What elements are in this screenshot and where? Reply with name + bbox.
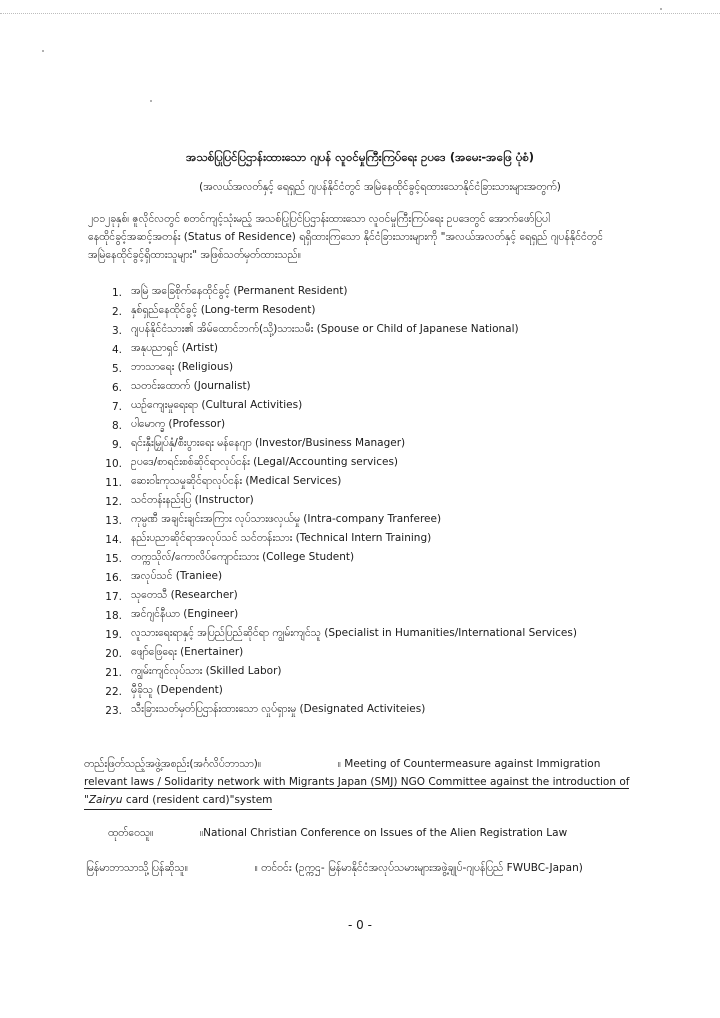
list-item-text: ကျွမ်းကျင်လုပ်သား (Skilled Labor) [131,665,282,677]
list-item-text: သင်တန်းနည်းပြ (Instructor) [131,494,254,506]
list-item [100,359,660,378]
list-item-text: အင်ဂျင်နီယာ (Engineer) [131,608,239,620]
editor-name-line2: relevant laws / Solidarity network with Migrants Japan (SMJ) NGO Committee against the introduction of [84,776,630,788]
list-item-number: 16. [105,571,122,584]
editor-name-line1: ။ Meeting of Countermeasure against Immigration [337,758,601,770]
list-item-text: ဂျပန်နိုင်ငံသား၏ အိမ်ထောင်ဘက်(သို့)သားသမီး (Spouse or Child of Japanese National) [131,323,519,335]
document-subtitle: (အလယ်အလတ်နှင့် ရေရှည် ဂျပန်နိုင်ငံတွင် အမြဲနေထိုင်ခွင့်ရထားသောနိုင်ငံခြားသားများအတွက်) [199,181,561,193]
list-item-text: သတင်းထောက် (Journalist) [131,380,251,392]
publisher-value: ။National Christian Conference on Issues of the Alien Registration Law [200,827,568,839]
list-item [100,397,660,416]
scan-speck [150,100,152,102]
publisher-label: ထုတ်ဝေသူ။ [108,827,154,839]
page-number: - 0 - [348,918,372,932]
list-item-text: ဆေးဝါးကုသမှုဆိုင်ရာလုပ်ငန်း (Medical Services) [131,475,342,487]
list-item-number: 3. [111,324,122,337]
publisher-row [108,827,567,842]
list-item-text: ရင်းနှီးမြှုပ်နှံ/စီးပွားရေး မန်နေဂျာ (Investor/Business Manager) [131,437,406,449]
translator-label: မြန်မာဘာသာသို့ပြန်ဆိုသူ။ [86,862,188,874]
list-item-number: 12. [105,495,122,508]
list-item-number: 15. [105,552,122,565]
list-item [100,454,660,473]
list-item [100,340,660,359]
list-item [100,663,660,682]
list-item-text: အမြဲ အခြေစိုက်နေထိုင်ခွင့် (Permanent Resident) [131,285,348,297]
translator-value: ။ တင်ဝင်း (ဥက္ကဌ- မြန်မာနိုင်ငံအလုပ်သမားများအဖွဲ့ချုပ်-ဂျပန်ပြည် FWUBC-Japan) [254,862,583,874]
list-item [100,682,660,701]
intro-line: ၂၀၁၂ခုနှစ်၊ ဇူလိုင်လတွင် စတင်ကျင့်သုံးမည့် အသစ်ပြုပြင်ပြဌာန်းထားသော လူဝင်မှုကြီးကြပ်ရေး ဥပဒေတွင် အောက်ဖော်ပြပါ [88,213,550,225]
list-item-number: 23. [105,704,122,717]
list-item-number: 6. [111,381,122,394]
list-item-number: 20. [105,647,122,660]
list-item [100,530,660,549]
editor-label: တည်းဖြတ်သည့်အဖွဲ့အစည်း(အင်္ဂလိပ်ဘာသာ)။ [84,758,262,770]
list-item-text: မှီခိုသူ (Dependent) [131,684,223,696]
list-item-number: 5. [111,362,122,375]
list-item [100,378,660,397]
list-item-number: 1. [111,286,122,299]
list-item [100,701,660,720]
editor-credit [84,755,644,810]
list-item [100,511,660,530]
list-item-number: 13. [105,514,122,527]
list-item-number: 7. [111,400,122,413]
list-item-number: 9. [111,438,122,451]
list-item-number: 19. [105,628,122,641]
list-item-number: 22. [105,685,122,698]
list-item-number: 14. [105,533,122,546]
list-item [100,644,660,663]
list-item [100,435,660,454]
list-item-text: အနုပညာရှင် (Artist) [131,342,219,354]
status-of-residence-list [100,283,660,720]
intro-line: အမြဲနေထိုင်ခွင့်ရှိထားသူများ" အဖြစ်သတ်မှတ်ထားသည်။ [88,249,301,261]
list-item-text: သီးခြားသတ်မှတ်ပြဌာန်းထားသော လှုပ်ရှားမှု (Designated Activiteies) [131,703,426,715]
scan-speck [660,8,662,10]
list-item-text: ယဉ်ကျေးမှုရေးရာ (Cultural Activities) [131,399,303,411]
list-item-text: လူသားရေးရာနှင့် အပြည်ပြည်ဆိုင်ရာ ကျွမ်းကျင်သူ (Specialist in Humanities/International Services) [131,627,577,639]
list-item-text: ဘာသာရေး (Religious) [131,361,234,373]
list-item-number: 4. [111,343,122,356]
list-item [100,321,660,340]
list-item-text: ပါမောက္ခ (Professor) [131,418,226,430]
editor-name-line3: card (resident card)"system [122,794,273,806]
list-item [100,568,660,587]
list-item-text: နှစ်ရှည်နေထိုင်ခွင့် (Long-term Resodent) [131,304,316,316]
list-item-number: 10. [105,457,122,470]
list-item [100,473,660,492]
list-item [100,606,660,625]
list-item [100,587,660,606]
list-item-number: 11. [105,476,122,489]
scan-speck [42,50,44,52]
list-item-text: ဥပဒေ/စာရင်းစစ်ဆိုင်ရာလုပ်ငန်း (Legal/Accounting services) [131,456,399,468]
document-title: အသစ်ပြုပြင်ပြဌာန်းထားသော ဂျပန် လူဝင်မှုကြီးကြပ်ရေး ဥပဒေ (အမေး-အဖြေ ပုံစံ) [186,150,534,164]
list-item-text: ကုမ္ပဏီ အချင်းချင်းအကြား လုပ်သားဖလှယ်မှု (Intra-company Tranferee) [131,513,442,525]
intro-paragraph [88,210,648,264]
list-item [100,625,660,644]
quote-mark: " [84,794,89,806]
list-item-text: အလုပ်သင် (Traniee) [131,570,223,582]
scan-top-edge [0,13,720,14]
list-item [100,492,660,511]
list-item-number: 2. [111,305,122,318]
list-item [100,302,660,321]
list-item [100,549,660,568]
translator-row [86,862,583,877]
list-item-text: သုတေသီ (Researcher) [131,589,238,601]
list-item-number: 21. [105,666,122,679]
list-item-text: ဖျော်ဖြေရေး (Enertainer) [131,646,244,658]
intro-line: နေထိုင်ခွင့်အဆင့်အတန်း (Status of Residence) ရရှိထားကြသော နိုင်ငံခြားသားများကို "အလယ်အလတ်နှင့် ရေရှည် ဂျပန်နိုင်ငံတွင် [88,231,603,243]
zairyu-word: Zairyu [88,794,123,806]
list-item [100,416,660,435]
list-item [100,283,660,302]
list-item-text: နည်းပညာဆိုင်ရာအလုပ်သင် သင်တန်းသား (Technical Intern Training) [131,532,432,544]
list-item-number: 17. [105,590,122,603]
list-item-number: 18. [105,609,122,622]
list-item-number: 8. [111,419,122,432]
list-item-text: တက္ကသိုလ်/ကောလိပ်ကျောင်းသား (College Student) [131,551,355,563]
